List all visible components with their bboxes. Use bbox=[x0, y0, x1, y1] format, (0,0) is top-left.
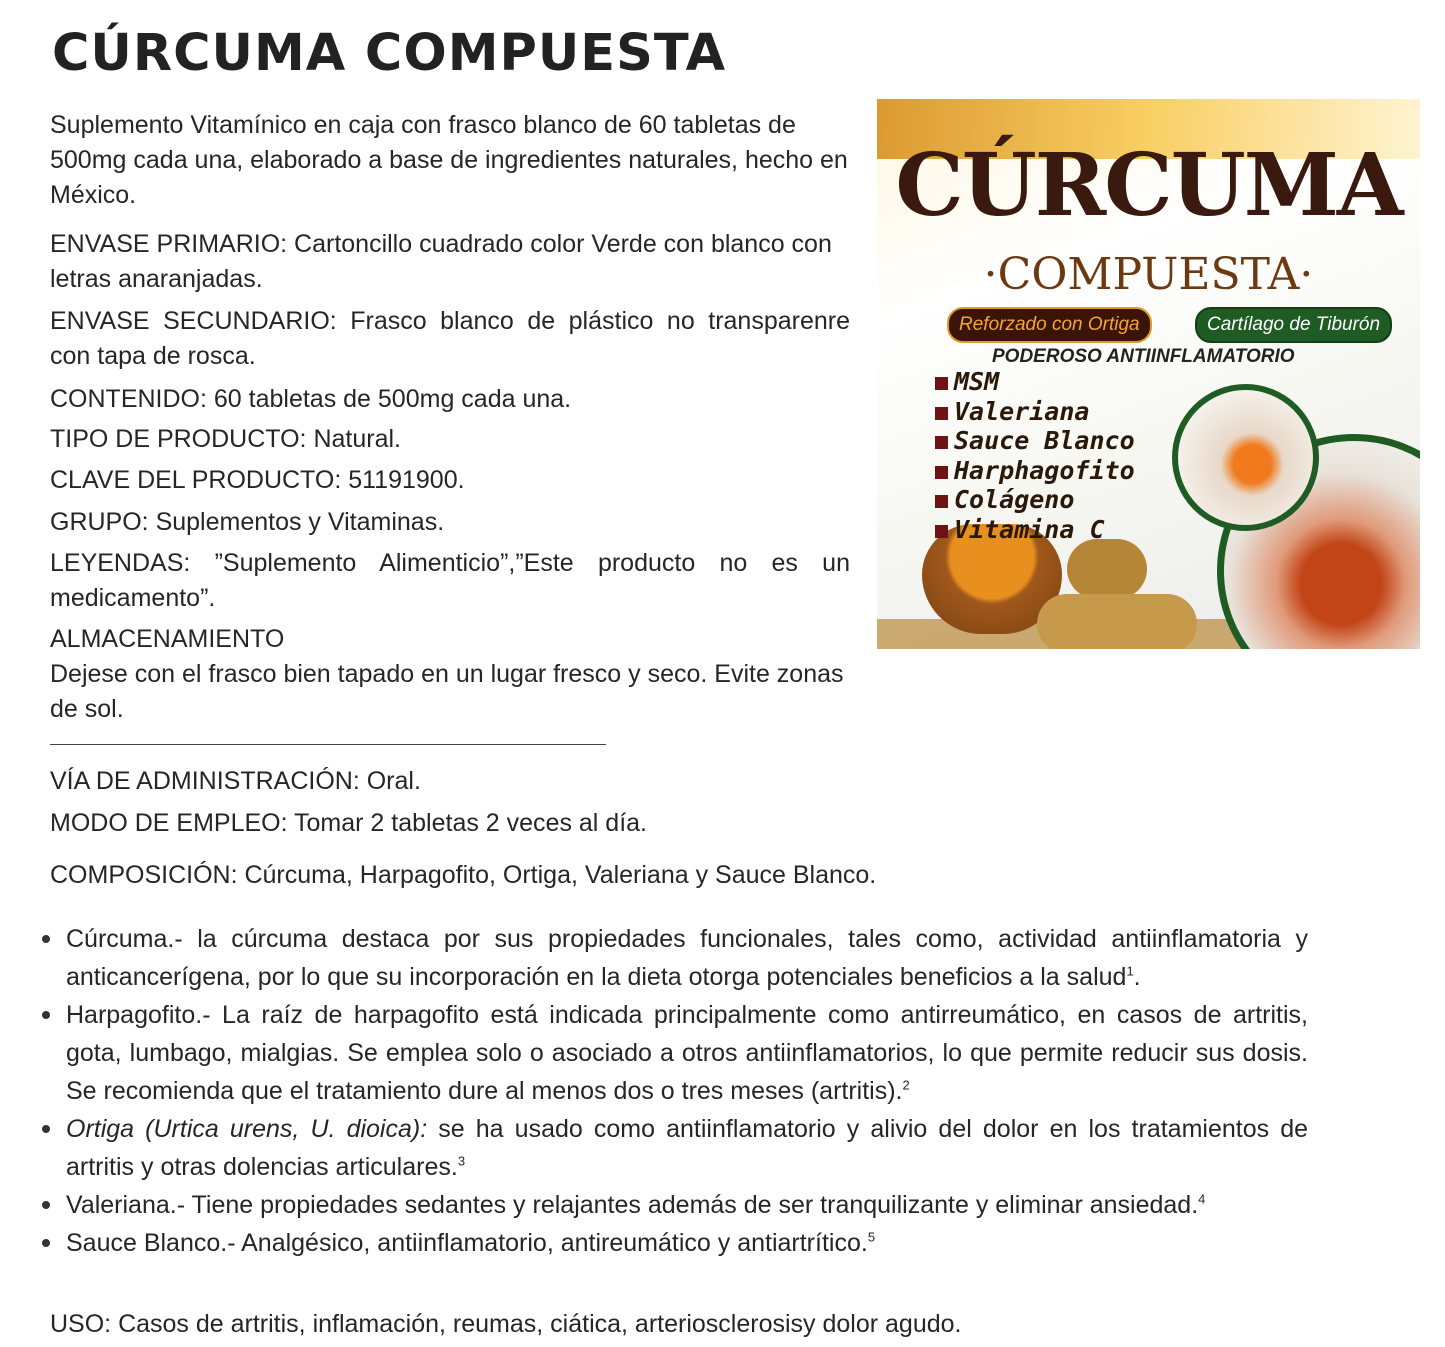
ingredient-label: MSM bbox=[954, 367, 1000, 396]
square-bullet-icon bbox=[935, 436, 948, 449]
ingredient-list bbox=[40, 920, 1308, 1262]
item-ref: 3 bbox=[457, 1153, 466, 1169]
item-lead: Ortiga (Urtica urens, U. dioica): bbox=[66, 1115, 428, 1143]
clave-producto bbox=[50, 463, 850, 498]
item-lead: Valeriana.- bbox=[66, 1191, 186, 1219]
bullet-icon bbox=[42, 1125, 50, 1133]
item-ref: 1 bbox=[1126, 963, 1134, 979]
list-item bbox=[935, 397, 1135, 427]
item-ref: 5 bbox=[867, 1229, 876, 1245]
item-text: se ha usado como antiinflamatorio y alivio del dolor en los tratamientos de artritis y otras dolencias articulares. bbox=[66, 1115, 1309, 1181]
square-bullet-icon bbox=[935, 407, 948, 420]
ingredient-label: Colágeno bbox=[954, 485, 1075, 514]
grupo bbox=[50, 505, 850, 540]
list-item bbox=[935, 515, 1135, 545]
leyendas bbox=[50, 546, 850, 616]
ingredient-label: Harphagofito bbox=[954, 455, 1135, 485]
product-subtitle: ·COMPUESTA· bbox=[983, 249, 1314, 300]
list-item bbox=[40, 996, 1308, 1110]
square-bullet-icon bbox=[935, 466, 948, 479]
almacenamiento-heading: ALMACENAMIENTO bbox=[50, 625, 285, 653]
list-item bbox=[935, 426, 1135, 456]
bullet-icon bbox=[42, 1011, 50, 1019]
bullet-icon bbox=[42, 1239, 50, 1247]
item-text: La raíz de harpagofito está indicada principalmente como antirreumático, en casos de artritis, gota, lumbago, mialgias. Se emplea solo o asociado a otros antiinflamatorios, lo que permite reducir sus dosis. Se recomienda que el tratamiento dure al menos dos o tres meses (artritis). bbox=[66, 1001, 1308, 1105]
modo-empleo: MODO DE EMPLEO: Tomar 2 tabletas 2 veces al día. bbox=[50, 809, 647, 837]
leyendas-text: LEYENDAS: ”Suplemento Alimenticio”,”Este producto no es un medicamento”. bbox=[50, 549, 850, 612]
envase-secundario bbox=[50, 304, 850, 374]
list-item bbox=[40, 1110, 1308, 1186]
intro-block bbox=[50, 108, 850, 213]
list-item bbox=[40, 920, 1308, 996]
ingredient-label: Vitamina C bbox=[954, 514, 1105, 544]
uso: USO: Casos de artritis, inflamación, reumas, ciática, arteriosclerosisy dolor agudo. bbox=[50, 1310, 962, 1338]
item-text: Tiene propiedades sedantes y relajantes además de ser tranquilizante y eliminar ansiedad. bbox=[185, 1191, 1199, 1219]
via-administracion: VÍA DE ADMINISTRACIÓN: Oral. bbox=[50, 767, 421, 795]
product-title: CÚRCUMA bbox=[895, 135, 1402, 236]
intro-text: Suplemento Vitamínico en caja con frasco blanco de 60 tabletas de 500mg cada una, elaborado a base de ingredientes naturales, hecho en México. bbox=[50, 111, 848, 209]
item-lead: Sauce Blanco.- bbox=[66, 1229, 236, 1257]
product-strapline: PODEROSO ANTIINFLAMATORIO bbox=[992, 346, 1295, 367]
composicion: COMPOSICIÓN: Cúrcuma, Harpagofito, Ortiga, Valeriana y Sauce Blanco. bbox=[50, 861, 877, 889]
square-bullet-icon bbox=[935, 525, 948, 538]
ingredient-label: Valeriana bbox=[954, 396, 1090, 426]
item-ref: 2 bbox=[902, 1077, 910, 1093]
list-item bbox=[935, 485, 1135, 515]
list-item bbox=[40, 1186, 1308, 1224]
page-title: CÚRCUMA COMPUESTA bbox=[52, 24, 727, 83]
tipo-producto-text: TIPO DE PRODUCTO: Natural. bbox=[50, 425, 401, 453]
ingredient-label: Sauce Blanco bbox=[954, 426, 1135, 455]
list-item bbox=[935, 367, 1135, 397]
bullet-icon bbox=[42, 1201, 50, 1209]
item-text: la cúrcuma destaca por sus propiedades funcionales, tales como, actividad antiinflamatoria y anticancerígena, por lo que su incorporación en la dieta otorga potenciales beneficios a la salud bbox=[66, 925, 1308, 991]
separator-line bbox=[50, 744, 606, 745]
clave-producto-text: CLAVE DEL PRODUCTO: 51191900. bbox=[50, 466, 465, 494]
product-badge-ortiga: Reforzado con Ortiga bbox=[947, 307, 1152, 343]
almacenamiento bbox=[50, 622, 850, 727]
tipo-producto bbox=[50, 422, 850, 457]
envase-primario bbox=[50, 227, 850, 297]
product-badge-tiburon: Cartílago de Tiburón bbox=[1195, 307, 1392, 343]
grupo-text: GRUPO: Suplementos y Vitaminas. bbox=[50, 508, 445, 536]
contenido-text: CONTENIDO: 60 tabletas de 500mg cada una. bbox=[50, 385, 572, 413]
item-text: Analgésico, antiinflamatorio, antireumático y antiartrítico. bbox=[235, 1229, 868, 1257]
neck-pain-image bbox=[1172, 384, 1319, 531]
item-lead: Cúrcuma.- bbox=[66, 925, 183, 953]
almacenamiento-text: Dejese con el frasco bien tapado en un lugar fresco y seco. Evite zonas de sol. bbox=[50, 660, 844, 723]
bullet-icon bbox=[42, 935, 50, 943]
envase-primario-text: ENVASE PRIMARIO: Cartoncillo cuadrado color Verde con blanco con letras anaranjadas. bbox=[50, 230, 832, 293]
item-end: . bbox=[1133, 963, 1141, 991]
turmeric-root-image bbox=[1067, 539, 1147, 599]
product-image bbox=[877, 99, 1420, 649]
list-item bbox=[40, 1224, 1308, 1262]
item-lead: Harpagofito.- bbox=[66, 1001, 211, 1029]
envase-secundario-text: ENVASE SECUNDARIO: Frasco blanco de plástico no transparenre con tapa de rosca. bbox=[50, 307, 850, 370]
contenido bbox=[50, 382, 850, 417]
square-bullet-icon bbox=[935, 495, 948, 508]
item-ref: 4 bbox=[1198, 1191, 1206, 1207]
square-bullet-icon bbox=[935, 377, 948, 390]
list-item bbox=[935, 456, 1135, 486]
turmeric-root-image bbox=[1037, 594, 1197, 649]
product-ingredient-list bbox=[935, 367, 1135, 544]
